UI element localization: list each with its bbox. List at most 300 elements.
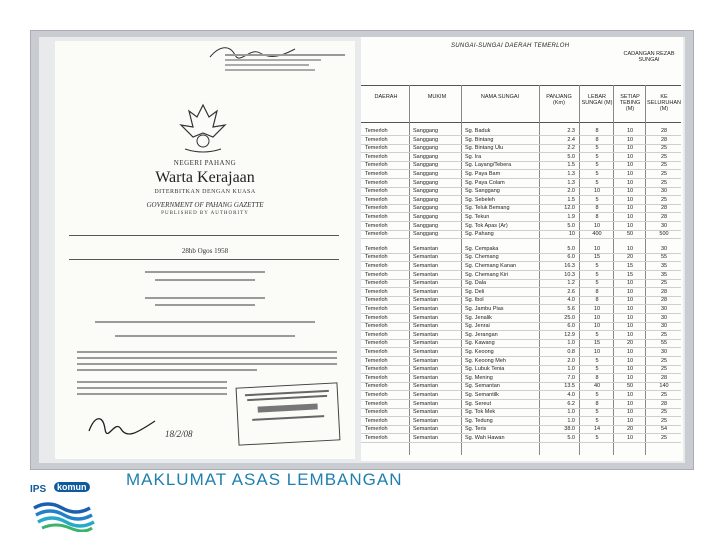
gazette-title: Warta Kerajaan [155, 169, 255, 186]
slide-image-frame [30, 30, 694, 470]
table-cell: 1.0 [567, 340, 575, 347]
table-cell: 25 [660, 145, 668, 152]
table-cell: Sg. Bintang Ulu [465, 145, 504, 152]
table-cell: 10 [593, 314, 601, 321]
table-cell: Sg. Jenrai [465, 323, 490, 330]
table-cell: Sg. Chemang [465, 254, 499, 261]
table-row [361, 365, 681, 373]
table-cell: 500 [659, 231, 669, 238]
header-keseluruhan: KE SELURUHAN (M) [647, 94, 681, 112]
logo-text-ips: IPS [30, 484, 47, 495]
table-cell: Temerloh [365, 323, 388, 330]
table-cell: Semantan [413, 340, 439, 347]
table-cell: 8 [595, 288, 599, 295]
table-cell: Temerloh [365, 153, 388, 160]
table-cell: Temerloh [365, 188, 388, 195]
table-cell: Semantan [413, 263, 439, 269]
table-cell: Temerloh [365, 349, 388, 355]
table-cell: Semantan [413, 314, 439, 321]
table-cell: 28 [660, 205, 668, 212]
table-cell: 25 [660, 331, 668, 338]
table-cell: 10 [626, 196, 634, 203]
table-row [361, 339, 681, 347]
table-cell: Sg. Jenalik [465, 314, 492, 321]
text-line [95, 321, 315, 323]
table-cell: Semantan [413, 374, 439, 381]
table-cell: Temerloh [365, 145, 388, 152]
table-cell: 8 [595, 297, 599, 304]
table-cell: 10 [626, 357, 634, 364]
text-line [155, 304, 255, 306]
table-cell: 50 [626, 383, 634, 390]
table-cell: 5 [595, 366, 599, 373]
table-cell: 25 [660, 162, 668, 169]
table-row [361, 434, 681, 442]
table-cell: 10 [593, 245, 601, 252]
table-cell: Sg. Tekun [465, 214, 490, 220]
gazette-date: 28hb Ogos 1958 [181, 247, 229, 255]
table-cell: Sg. Layang/Tebera [465, 162, 512, 169]
text-line [77, 369, 257, 371]
table-cell: Semantan [413, 349, 439, 355]
text-line [145, 271, 265, 273]
table-cell: 28 [660, 136, 668, 143]
table-cell: 10 [626, 128, 634, 134]
table-cell: 10 [626, 179, 634, 186]
state-crest-icon [163, 97, 243, 157]
table-cell: 25 [660, 366, 668, 373]
table-cell: 25 [660, 435, 668, 441]
table-cell: 10 [626, 374, 634, 381]
table-cell: 8 [595, 214, 599, 220]
table-cell: 55 [660, 340, 668, 347]
table-cell: Sg. Wah Hawan [465, 435, 505, 441]
table-cell: Semantan [413, 426, 439, 433]
table-cell: 10 [626, 245, 634, 252]
table-cell: Semantan [413, 288, 439, 295]
table-cell: Sanggang [413, 145, 439, 152]
table-cell: 6.2 [567, 400, 575, 407]
table-cell: Sg. Chemang Kanan [465, 263, 517, 269]
table-cell: 12.9 [564, 331, 575, 338]
table-cell: Sanggang [413, 128, 439, 134]
table-cell: 5 [595, 357, 599, 364]
text-line [115, 335, 295, 337]
table-cell: 13.5 [564, 383, 575, 390]
table-row [361, 382, 681, 390]
header-lebar: LEBAR SUNGAI (M) [581, 94, 613, 106]
table-cell: 30 [660, 188, 668, 195]
table-cell: 5 [595, 145, 599, 152]
table-cell: Sg. Ibol [465, 297, 484, 304]
table-cell: 35 [660, 271, 668, 278]
table-cell: 30 [660, 314, 668, 321]
table-cell: 1.9 [567, 214, 575, 220]
table-cell: Temerloh [365, 288, 388, 295]
table-cell: 4.0 [567, 297, 575, 304]
table-cell: 2.6 [567, 288, 575, 295]
table-cell: Temerloh [365, 136, 388, 143]
table-cell: 54 [660, 426, 668, 433]
table-row [361, 400, 681, 408]
table-cell: 30 [660, 306, 668, 312]
table-cell: Sg. Semantan [465, 383, 500, 390]
table-cell: 28 [660, 288, 668, 295]
table-row [361, 213, 681, 221]
gazette-government-line: GOVERNMENT OF PAHANG GAZETTE [146, 201, 264, 209]
table-cell: 10 [626, 222, 634, 229]
table-cell: Sg. Ira [465, 153, 482, 160]
table-cell: 5 [595, 162, 599, 169]
table-cell: Sg. Sebeleh [465, 196, 495, 203]
signature-date: 18/2/08 [165, 429, 193, 439]
table-cell: 10.3 [564, 271, 575, 278]
text-line [155, 279, 255, 281]
table-cell: 5 [595, 392, 599, 398]
table-cell: 10 [626, 306, 634, 312]
table-row [361, 279, 681, 287]
table-cell: 20 [626, 426, 634, 433]
divider [69, 259, 339, 260]
table-row [361, 305, 681, 313]
table-cell: Temerloh [365, 254, 388, 261]
table-row [361, 288, 681, 296]
table-cell: 30 [660, 245, 668, 252]
table-cell: 10 [626, 214, 634, 220]
table-cell: 25 [660, 153, 668, 160]
logo-text-komun: komun [54, 482, 90, 492]
table-cell: 28 [660, 400, 668, 407]
table-cell: 5 [595, 153, 599, 160]
table-cell: 30 [660, 323, 668, 330]
table-cell: Semantan [413, 331, 439, 338]
table-cell: Temerloh [365, 231, 388, 238]
text-line [145, 297, 265, 299]
header-nama-sungai: NAMA SUNGAI [480, 94, 520, 100]
table-cell: Sanggang [413, 214, 439, 220]
header-panjang: PANJANG (Km) [546, 94, 572, 106]
table-cell: 5 [595, 331, 599, 338]
table-cell: 25 [660, 417, 668, 424]
table-cell: 10 [593, 222, 601, 229]
table-cell: 38.0 [564, 426, 575, 433]
table-cell: Sanggang [413, 179, 439, 186]
table-cell: 6.0 [567, 323, 575, 330]
table-cell: 15 [626, 271, 634, 278]
table-cell: Semantan [413, 392, 439, 398]
table-cell: Sg. Bintang [465, 136, 494, 143]
header-tebing: SETIAP TEBING (M) [619, 94, 641, 112]
table-cell: 400 [592, 231, 602, 238]
table-cell: 30 [660, 349, 668, 355]
table-cell: Sg. Deli [465, 288, 485, 295]
table-cell: Sanggang [413, 196, 439, 203]
table-cell: Temerloh [365, 171, 388, 177]
table-cell: Temerloh [365, 179, 388, 186]
table-cell: 10 [626, 314, 634, 321]
table-row [361, 331, 681, 339]
table-row [361, 348, 681, 356]
text-line [77, 393, 227, 395]
table-cell: Semantan [413, 297, 439, 304]
table-cell: Sg. Sereut [465, 400, 491, 407]
table-cell: 0.8 [567, 349, 575, 355]
scanned-documents-area [39, 37, 685, 463]
table-cell: Temerloh [365, 280, 388, 287]
table-cell: 140 [659, 383, 669, 390]
gazette-state: NEGERI PAHANG [173, 159, 237, 167]
table-row [361, 204, 681, 212]
table-cell: 8 [595, 205, 599, 212]
table-cell: Semantan [413, 306, 439, 312]
table-cell: Temerloh [365, 306, 388, 312]
table-cell: 5 [595, 417, 599, 424]
table-cell: 2.4 [567, 136, 575, 143]
table-cell: 1.2 [567, 280, 575, 287]
table-row [361, 357, 681, 365]
table-cell: 10 [626, 323, 634, 330]
table-cell: Sg. Paya Bam [465, 171, 501, 177]
table-cell: Sg. Kawang [465, 340, 495, 347]
table-cell: Temerloh [365, 374, 388, 381]
table-cell: Temerloh [365, 245, 388, 252]
water-waves-icon [28, 480, 104, 532]
river-table-document [361, 37, 683, 461]
table-cell: Semantan [413, 254, 439, 261]
table-row [361, 196, 681, 204]
table-cell: Sg. Tedung [465, 417, 493, 424]
table-cell: Sg. Jambu Pias [465, 306, 504, 312]
table-cell: Temerloh [365, 366, 388, 373]
table-cell: Sanggang [413, 205, 439, 212]
table-row [361, 187, 681, 195]
header-daerah: DAERAH [374, 94, 398, 100]
table-cell: Sg. Pahang [465, 231, 494, 238]
text-line [77, 357, 337, 359]
table-cell: 10 [626, 366, 634, 373]
table-cell: 5 [595, 171, 599, 177]
table-row [361, 391, 681, 399]
table-cell: 10 [568, 231, 575, 238]
table-cell: Sanggang [413, 231, 439, 238]
table-cell: Sg. Keoong Meh [465, 357, 506, 364]
table-cell: 5 [595, 435, 599, 441]
table-cell: 10 [626, 409, 634, 416]
table-cell: Semantan [413, 409, 439, 416]
table-cell: Temerloh [365, 331, 388, 338]
table-cell: Sg. Dala [465, 280, 487, 287]
table-cell: Temerloh [365, 400, 388, 407]
table-row [361, 136, 681, 144]
table-cell: Sg. Lubuk Tenia [465, 366, 505, 373]
table-cell: 35 [660, 263, 668, 269]
table-row [361, 425, 681, 433]
table-cell: 25 [660, 280, 668, 287]
table-cell: Sanggang [413, 136, 439, 143]
table-cell: Temerloh [365, 357, 388, 364]
table-cell: 25 [660, 409, 668, 416]
bottom-signature-icon [85, 411, 165, 441]
table-cell: 40 [593, 383, 601, 390]
gazette-document [55, 41, 355, 459]
table-cell: 1.3 [567, 179, 575, 186]
table-cell: 20 [626, 254, 634, 261]
table-cell: Temerloh [365, 128, 388, 134]
table-cell: 20 [626, 340, 634, 347]
table-cell: Temerloh [365, 214, 388, 220]
table-cell: 28 [660, 128, 668, 134]
table-row [361, 127, 681, 135]
slide-title: MAKLUMAT ASAS LEMBANGAN [126, 470, 403, 489]
table-row [361, 161, 681, 169]
table-cell: 10 [626, 188, 634, 195]
table-cell: Sg. Mening [465, 374, 493, 381]
table-cell: Semantan [413, 357, 439, 364]
table-cell: Temerloh [365, 340, 388, 347]
table-cell: Sg. Tok Apas (Ar) [465, 222, 508, 229]
table-cell: Semantan [413, 245, 439, 252]
table-cell: 16.3 [564, 263, 575, 269]
table-cell: Sg. Paya Colam [465, 179, 505, 186]
table-cell: 5 [595, 179, 599, 186]
table-cell: 5.0 [567, 245, 575, 252]
table-cell: 1.5 [567, 196, 575, 203]
table-cell: 28 [660, 297, 668, 304]
table-cell: Sg. Semantilk [465, 392, 499, 398]
table-cell: Temerloh [365, 263, 388, 269]
table-row [361, 222, 681, 230]
table-cell: 28 [660, 214, 668, 220]
table-cell: 4.0 [567, 392, 575, 398]
certification-stamp [236, 382, 341, 445]
reserve-header: CADANGAN REZAB SUNGAI [623, 51, 675, 63]
top-stamp-text [225, 51, 345, 74]
table-cell: Semantan [413, 366, 439, 373]
table-cell: 5.0 [567, 435, 575, 441]
table-row [361, 408, 681, 416]
table-cell: 8 [595, 136, 599, 143]
table-cell: 10 [626, 205, 634, 212]
table-cell: 10 [626, 435, 634, 441]
table-cell: Sg. Jerangan [465, 331, 498, 338]
table-cell: 2.0 [567, 357, 575, 364]
table-cell: Sanggang [413, 222, 439, 229]
table-cell: Sg. Teluk Bemang [465, 205, 510, 212]
table-cell: Sanggang [413, 153, 439, 160]
table-cell: 8 [595, 374, 599, 381]
table-row [361, 245, 681, 253]
table-cell: 10 [626, 349, 634, 355]
table-row [361, 170, 681, 178]
table-row [361, 262, 681, 270]
table-cell: 1.3 [567, 171, 575, 177]
table-row [361, 253, 681, 261]
table-cell: 15 [593, 340, 601, 347]
table-cell: 2.3 [567, 128, 575, 134]
table-cell: Temerloh [365, 222, 388, 229]
table-cell: 25 [660, 392, 668, 398]
table-cell: Temerloh [365, 271, 388, 278]
table-cell: 1.0 [567, 366, 575, 373]
table-cell: 12.0 [564, 205, 575, 212]
table-cell: 10 [626, 392, 634, 398]
text-line [77, 363, 337, 365]
table-cell: 10 [626, 417, 634, 424]
table-cell: Semantan [413, 323, 439, 330]
table-title: SUNGAI-SUNGAI DAERAH TEMERLOH [451, 43, 570, 49]
table-cell: Sanggang [413, 171, 439, 177]
table-cell: 10 [626, 171, 634, 177]
table-cell: Semantan [413, 271, 439, 278]
table-cell: 10 [626, 145, 634, 152]
table-cell: 5 [595, 280, 599, 287]
table-cell: Semantan [413, 383, 439, 390]
table-cell: Temerloh [365, 392, 388, 398]
table-cell: 10 [626, 136, 634, 143]
table-row [361, 322, 681, 330]
table-cell: 8 [595, 400, 599, 407]
table-cell: 6.0 [567, 254, 575, 261]
table-cell: 10 [593, 323, 601, 330]
table-row [361, 314, 681, 322]
table-cell: 2.2 [567, 145, 575, 152]
table-cell: Sg. Tok Mek [465, 409, 496, 416]
table-cell: 50 [626, 231, 634, 238]
table-cell: 30 [660, 222, 668, 229]
table-cell: Semantan [413, 280, 439, 287]
table-cell: 14 [593, 426, 601, 433]
table-cell: 25 [660, 171, 668, 177]
table-cell: 55 [660, 254, 668, 261]
table-cell: 5.0 [567, 153, 575, 160]
table-cell: Temerloh [365, 426, 388, 433]
table-cell: 15 [593, 254, 601, 261]
table-cell: 5.0 [567, 222, 575, 229]
table-cell: 10 [626, 400, 634, 407]
table-cell: Temerloh [365, 162, 388, 169]
gazette-published-line: PUBLISHED BY AUTHORITY [161, 211, 249, 216]
table-cell: 25.0 [564, 314, 575, 321]
table-cell: 5 [595, 409, 599, 416]
table-cell: Semantan [413, 400, 439, 407]
table-cell: 8 [595, 128, 599, 134]
table-cell: Temerloh [365, 314, 388, 321]
table-row [361, 179, 681, 187]
table-cell: 5.6 [567, 306, 575, 312]
jps-logo [28, 480, 104, 532]
table-cell: 10 [626, 153, 634, 160]
table-cell: 1.0 [567, 409, 575, 416]
table-cell: Sg. Teris [465, 426, 487, 433]
row-divider [361, 238, 681, 239]
table-cell: 1.5 [567, 162, 575, 169]
table-cell: 7.0 [567, 374, 575, 381]
table-cell: 10 [626, 162, 634, 169]
table-cell: Semantan [413, 435, 439, 441]
table-cell: Sg. Keoong [465, 349, 494, 355]
table-row [361, 271, 681, 279]
table-cell: Temerloh [365, 435, 388, 441]
divider [69, 235, 339, 236]
table-cell: 5 [595, 196, 599, 203]
table-cell: 10 [593, 306, 601, 312]
table-cell: 25 [660, 357, 668, 364]
table-cell: 10 [593, 188, 601, 195]
table-cell: Temerloh [365, 417, 388, 424]
table-cell: Sg. Chemang Kiri [465, 271, 509, 278]
table-cell: Sg. Sanggang [465, 188, 500, 195]
table-cell: 10 [626, 297, 634, 304]
